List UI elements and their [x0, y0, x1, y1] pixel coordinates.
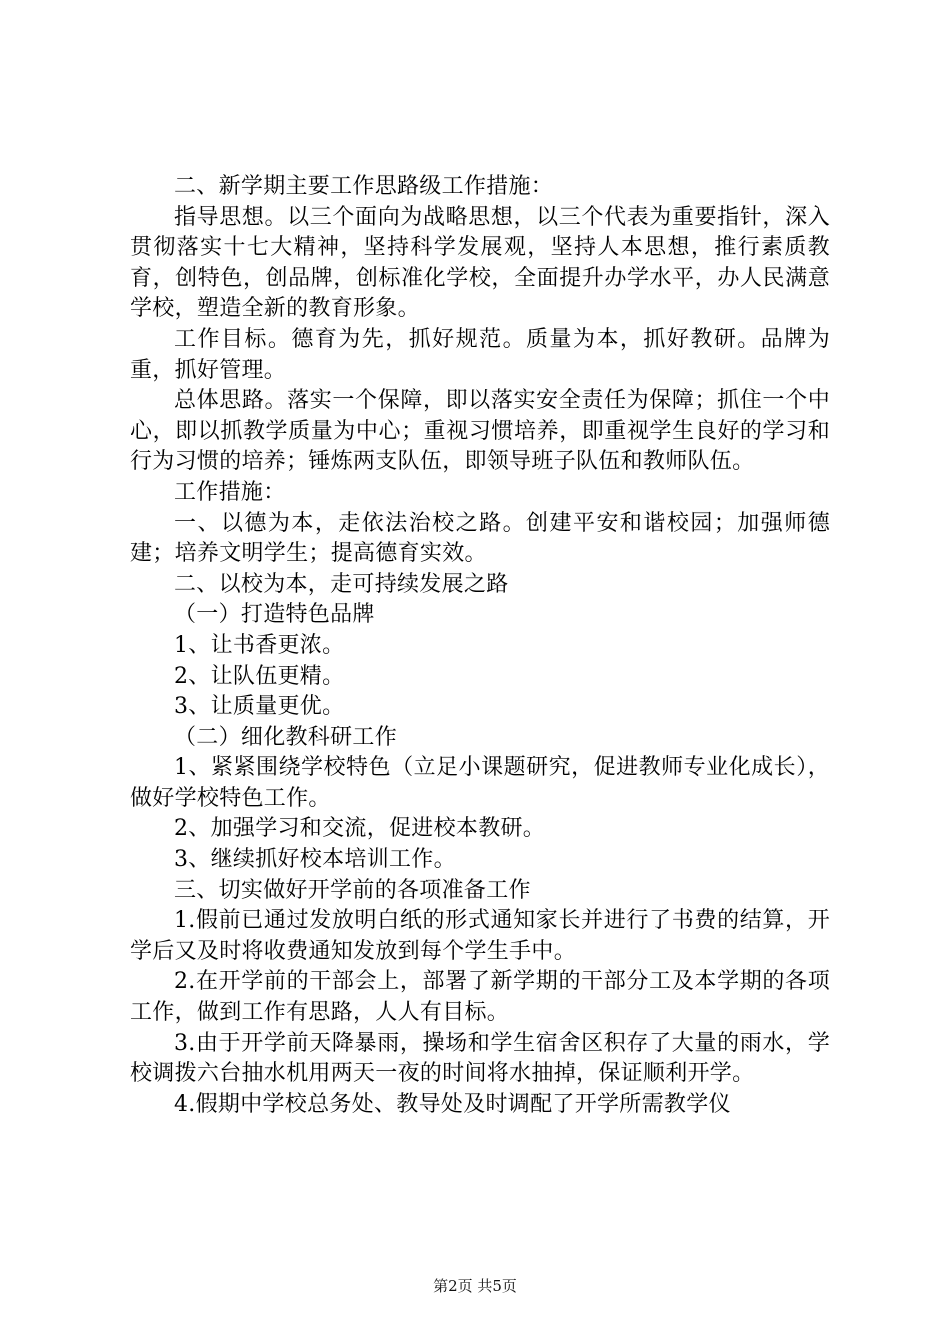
paragraph: 1、让书香更浓。: [174, 632, 345, 658]
paragraph: 工作目标。德育为先，抓好规范。质量为本，抓好教研。品牌为重，抓好管理。: [130, 326, 830, 383]
paragraph: （一）打造特色品牌: [174, 602, 375, 628]
paragraph: 1.假前已通过发放明白纸的形式通知家长并进行了书费的结算，开学后又及时将收费通知发放到每个学生手中。: [130, 908, 830, 964]
paragraph: 3.由于开学前天降暴雨，操场和学生宿舍区积存了大量的雨水，学校调拨六台抽水机用两天一夜的时间将水抽掉，保证顺利开学。: [130, 1030, 830, 1087]
paragraph: 指导思想。以三个面向为战略思想，以三个代表为重要指针，深入贯彻落实十七大精神，坚持科学发展观，坚持人本思想，推行素质教育，创特色，创品牌，创标准化学校，全面提升办学水平，办人民满意学校，塑造全新的教育形象。: [130, 204, 830, 322]
document-body: [130, 172, 830, 1120]
paragraph: 3、让质量更优。: [174, 694, 345, 720]
paragraph: 4.假期中学校总务处、教导处及时调配了开学所需教学仪: [174, 1091, 731, 1117]
paragraph: 三、切实做好开学前的各项准备工作: [174, 877, 531, 903]
paragraph: 3、继续抓好校本培训工作。: [174, 847, 456, 873]
paragraph: 2、让队伍更精。: [174, 663, 345, 689]
paragraph: 二、以校为本，走可持续发展之路: [174, 571, 509, 597]
paragraph: 2、加强学习和交流，促进校本教研。: [174, 816, 546, 842]
paragraph: 总体思路。落实一个保障，即以落实安全责任为保障；抓住一个中心，即以抓教学质量为中心；重视习惯培养，即重视学生良好的学习和行为习惯的培养；锤炼两支队伍，即领导班子队伍和教师队伍。: [130, 388, 830, 475]
paragraph: 工作措施：: [174, 479, 286, 505]
paragraph: 2.在开学前的干部会上，部署了新学期的干部分工及本学期的各项工作，做到工作有思路，人人有目标。: [130, 969, 830, 1026]
paragraph: 一、以德为本，走依法治校之路。创建平安和谐校园；加强师德建；培养文明学生；提高德育实效。: [130, 510, 830, 567]
paragraph: 二、新学期主要工作思路级工作措施：: [174, 174, 554, 199]
page-number-footer: 第2页 共5页: [433, 1277, 517, 1295]
paragraph: （二）细化教科研工作: [174, 724, 398, 750]
paragraph: 1、紧紧围绕学校特色（立足小课题研究，促进教师专业化成长），做好学校特色工作。: [130, 755, 830, 811]
